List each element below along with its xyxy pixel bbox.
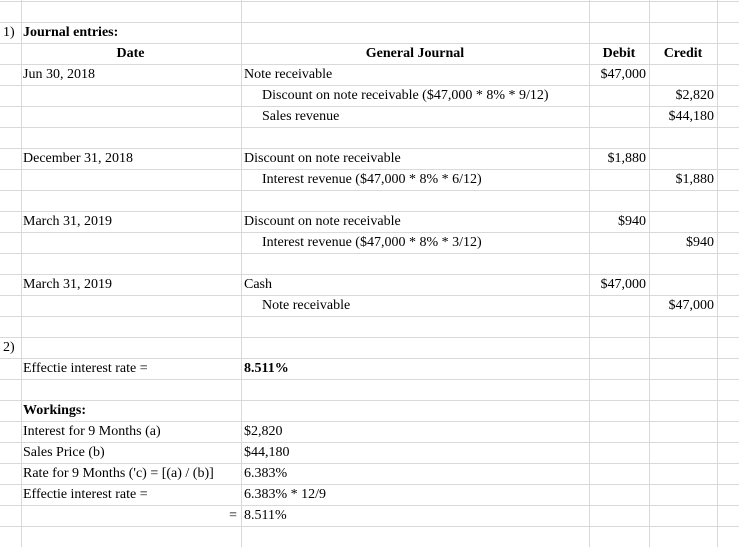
working-value[interactable]: $2,820: [244, 424, 283, 439]
working-value[interactable]: $44,180: [244, 445, 290, 460]
working-value[interactable]: 6.383% * 12/9: [244, 487, 327, 502]
entry-debit-amount[interactable]: [589, 295, 646, 316]
part1-title[interactable]: Journal entries:: [23, 25, 119, 40]
entry-debit-amount[interactable]: $47,000: [600, 277, 646, 292]
entry-credit-amount[interactable]: $2,820: [675, 88, 714, 103]
part2-label[interactable]: 2): [3, 340, 15, 355]
entry-credit-amount[interactable]: [649, 64, 714, 85]
entry-debit-amount[interactable]: [589, 85, 646, 106]
entry-date[interactable]: March 31, 2019: [23, 277, 113, 292]
workings-title[interactable]: Workings:: [23, 403, 87, 418]
debit-header[interactable]: Debit: [602, 46, 636, 61]
entry-debit-account[interactable]: Note receivable: [244, 67, 333, 82]
effective-rate-label[interactable]: Effectie interest rate =: [23, 361, 148, 376]
working-label[interactable]: Sales Price (b): [23, 445, 105, 460]
entry-debit-account[interactable]: Discount on note receivable: [244, 151, 401, 166]
working-value[interactable]: 6.383%: [244, 466, 288, 481]
entry-credit-amount[interactable]: [649, 274, 714, 295]
entry-credit-amount[interactable]: $44,180: [668, 109, 714, 124]
general-journal-header[interactable]: General Journal: [365, 46, 465, 61]
entry-debit-amount[interactable]: $940: [618, 214, 646, 229]
working-label[interactable]: Effectie interest rate =: [23, 487, 148, 502]
entry-debit-amount[interactable]: [589, 169, 646, 190]
effective-rate-value[interactable]: 8.511%: [244, 361, 289, 376]
entry-credit-amount[interactable]: [649, 211, 714, 232]
entry-credit-account[interactable]: Discount on note receivable ($47,000 * 8% * 9/12): [262, 88, 549, 103]
entry-debit-amount[interactable]: $47,000: [600, 67, 646, 82]
entry-credit-account[interactable]: Interest revenue ($47,000 * 8% * 6/12): [262, 172, 482, 187]
final-equals-sign[interactable]: =: [229, 508, 237, 523]
entry-debit-account[interactable]: Cash: [244, 277, 272, 292]
date-header[interactable]: Date: [116, 46, 145, 61]
entry-date[interactable]: Jun 30, 2018: [23, 67, 95, 82]
entry-credit-amount[interactable]: $47,000: [668, 298, 714, 313]
entry-debit-amount[interactable]: [589, 232, 646, 253]
working-label[interactable]: Interest for 9 Months (a): [23, 424, 161, 439]
working-label[interactable]: Rate for 9 Months ('c) = [(a) / (b)]: [23, 466, 214, 481]
entry-date[interactable]: December 31, 2018: [23, 151, 134, 166]
entry-debit-amount[interactable]: [589, 106, 646, 127]
entry-debit-account[interactable]: Discount on note receivable: [244, 214, 401, 229]
entry-credit-account[interactable]: Interest revenue ($47,000 * 8% * 3/12): [262, 235, 482, 250]
entry-date[interactable]: March 31, 2019: [23, 214, 113, 229]
credit-header[interactable]: Credit: [663, 46, 703, 61]
final-rate-value[interactable]: 8.511%: [244, 508, 287, 523]
entry-credit-amount[interactable]: $940: [686, 235, 714, 250]
entry-credit-amount[interactable]: [649, 148, 714, 169]
entry-credit-account[interactable]: Sales revenue: [262, 109, 340, 124]
entry-debit-amount[interactable]: $1,880: [607, 151, 646, 166]
part1-label[interactable]: 1): [3, 25, 15, 40]
entry-credit-amount[interactable]: $1,880: [675, 172, 714, 187]
entry-credit-account[interactable]: Note receivable: [262, 298, 351, 313]
